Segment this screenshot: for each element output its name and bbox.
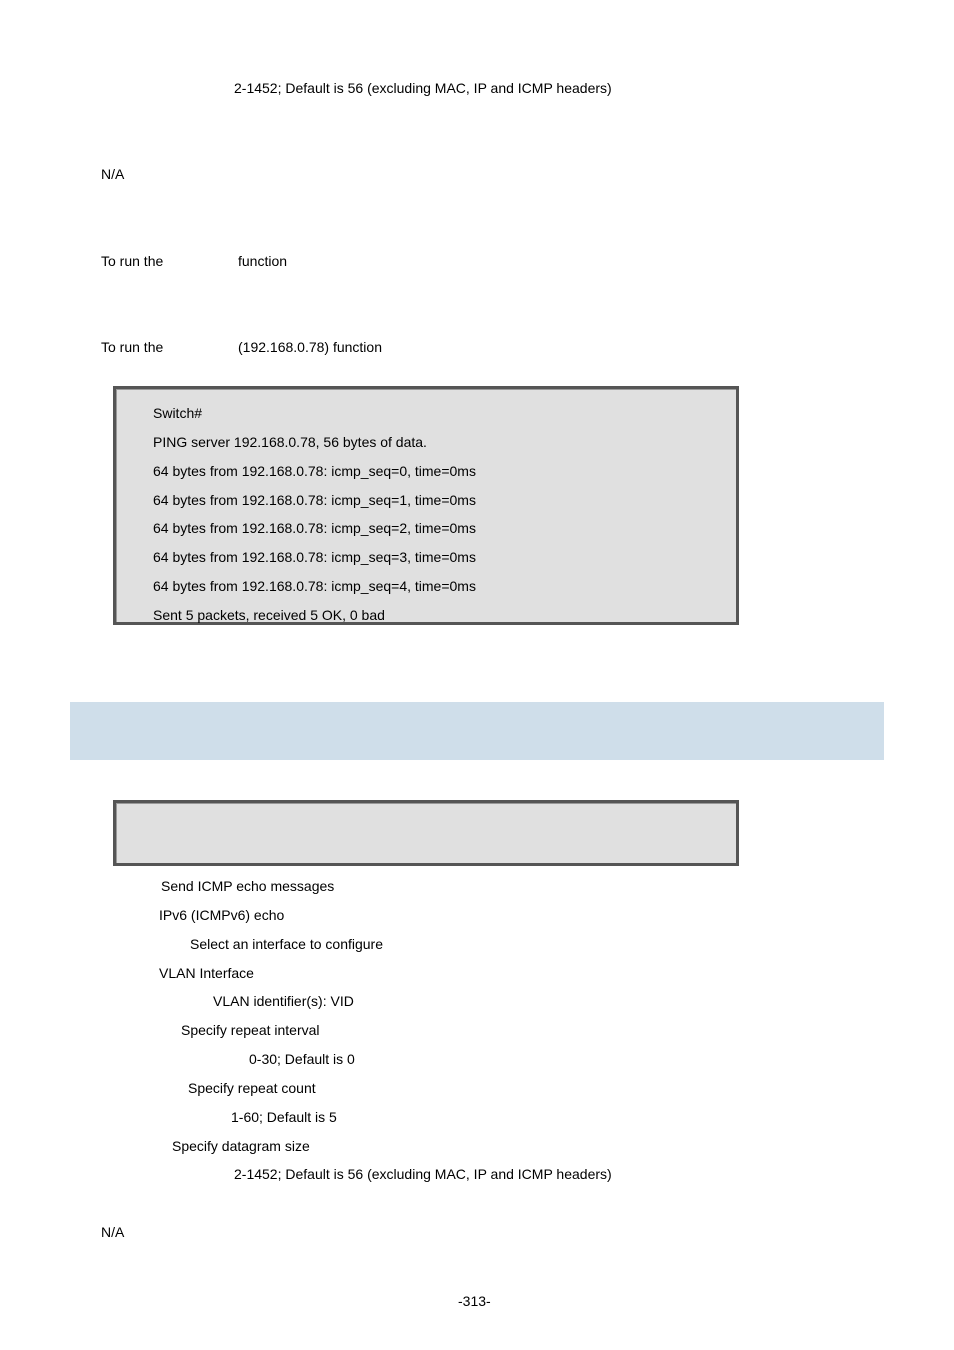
param-desc: Specify datagram size xyxy=(172,1138,310,1154)
usage-2-prefix: To run the xyxy=(101,339,164,355)
param-desc: IPv6 (ICMPv6) echo xyxy=(159,907,285,923)
param-desc: Specify repeat interval xyxy=(181,1022,320,1038)
example-line: PING server 192.168.0.78, 56 bytes of data. xyxy=(153,434,427,450)
param-desc: Send ICMP echo messages xyxy=(161,878,335,894)
example-line: 64 bytes from 192.168.0.78: icmp_seq=1, time=0ms xyxy=(153,492,476,508)
command-syntax-box xyxy=(113,800,739,866)
example-line: 64 bytes from 192.168.0.78: icmp_seq=4, time=0ms xyxy=(153,578,476,594)
default-value-2: N/A xyxy=(101,1224,125,1240)
example-line: 64 bytes from 192.168.0.78: icmp_seq=0, time=0ms xyxy=(153,463,476,479)
section-header-banner xyxy=(70,702,884,760)
example-line: Switch# xyxy=(153,405,203,421)
example-line: 64 bytes from 192.168.0.78: icmp_seq=3, time=0ms xyxy=(153,549,476,565)
default-value: N/A xyxy=(101,166,125,182)
usage-2-suffix: (192.168.0.78) function xyxy=(238,339,382,355)
example-line: 64 bytes from 192.168.0.78: icmp_seq=2, time=0ms xyxy=(153,520,476,536)
example-output-box xyxy=(113,386,739,625)
usage-1-prefix: To run the xyxy=(101,253,164,269)
param-desc: VLAN Interface xyxy=(159,965,254,981)
param-desc: Specify repeat count xyxy=(188,1080,316,1096)
param-desc: 2-1452; Default is 56 (excluding MAC, IP and ICMP headers) xyxy=(234,1166,612,1182)
param-desc: Select an interface to configure xyxy=(190,936,384,952)
usage-1-suffix: function xyxy=(238,253,288,269)
page-number: -313- xyxy=(458,1293,491,1309)
param-desc: 0-30; Default is 0 xyxy=(249,1051,355,1067)
param-desc: 1-60; Default is 5 xyxy=(231,1109,337,1125)
param-desc: VLAN identifier(s): VID xyxy=(213,993,354,1009)
example-line: Sent 5 packets, received 5 OK, 0 bad xyxy=(153,607,385,623)
param-size-range-top: 2-1452; Default is 56 (excluding MAC, IP and ICMP headers) xyxy=(234,80,612,96)
